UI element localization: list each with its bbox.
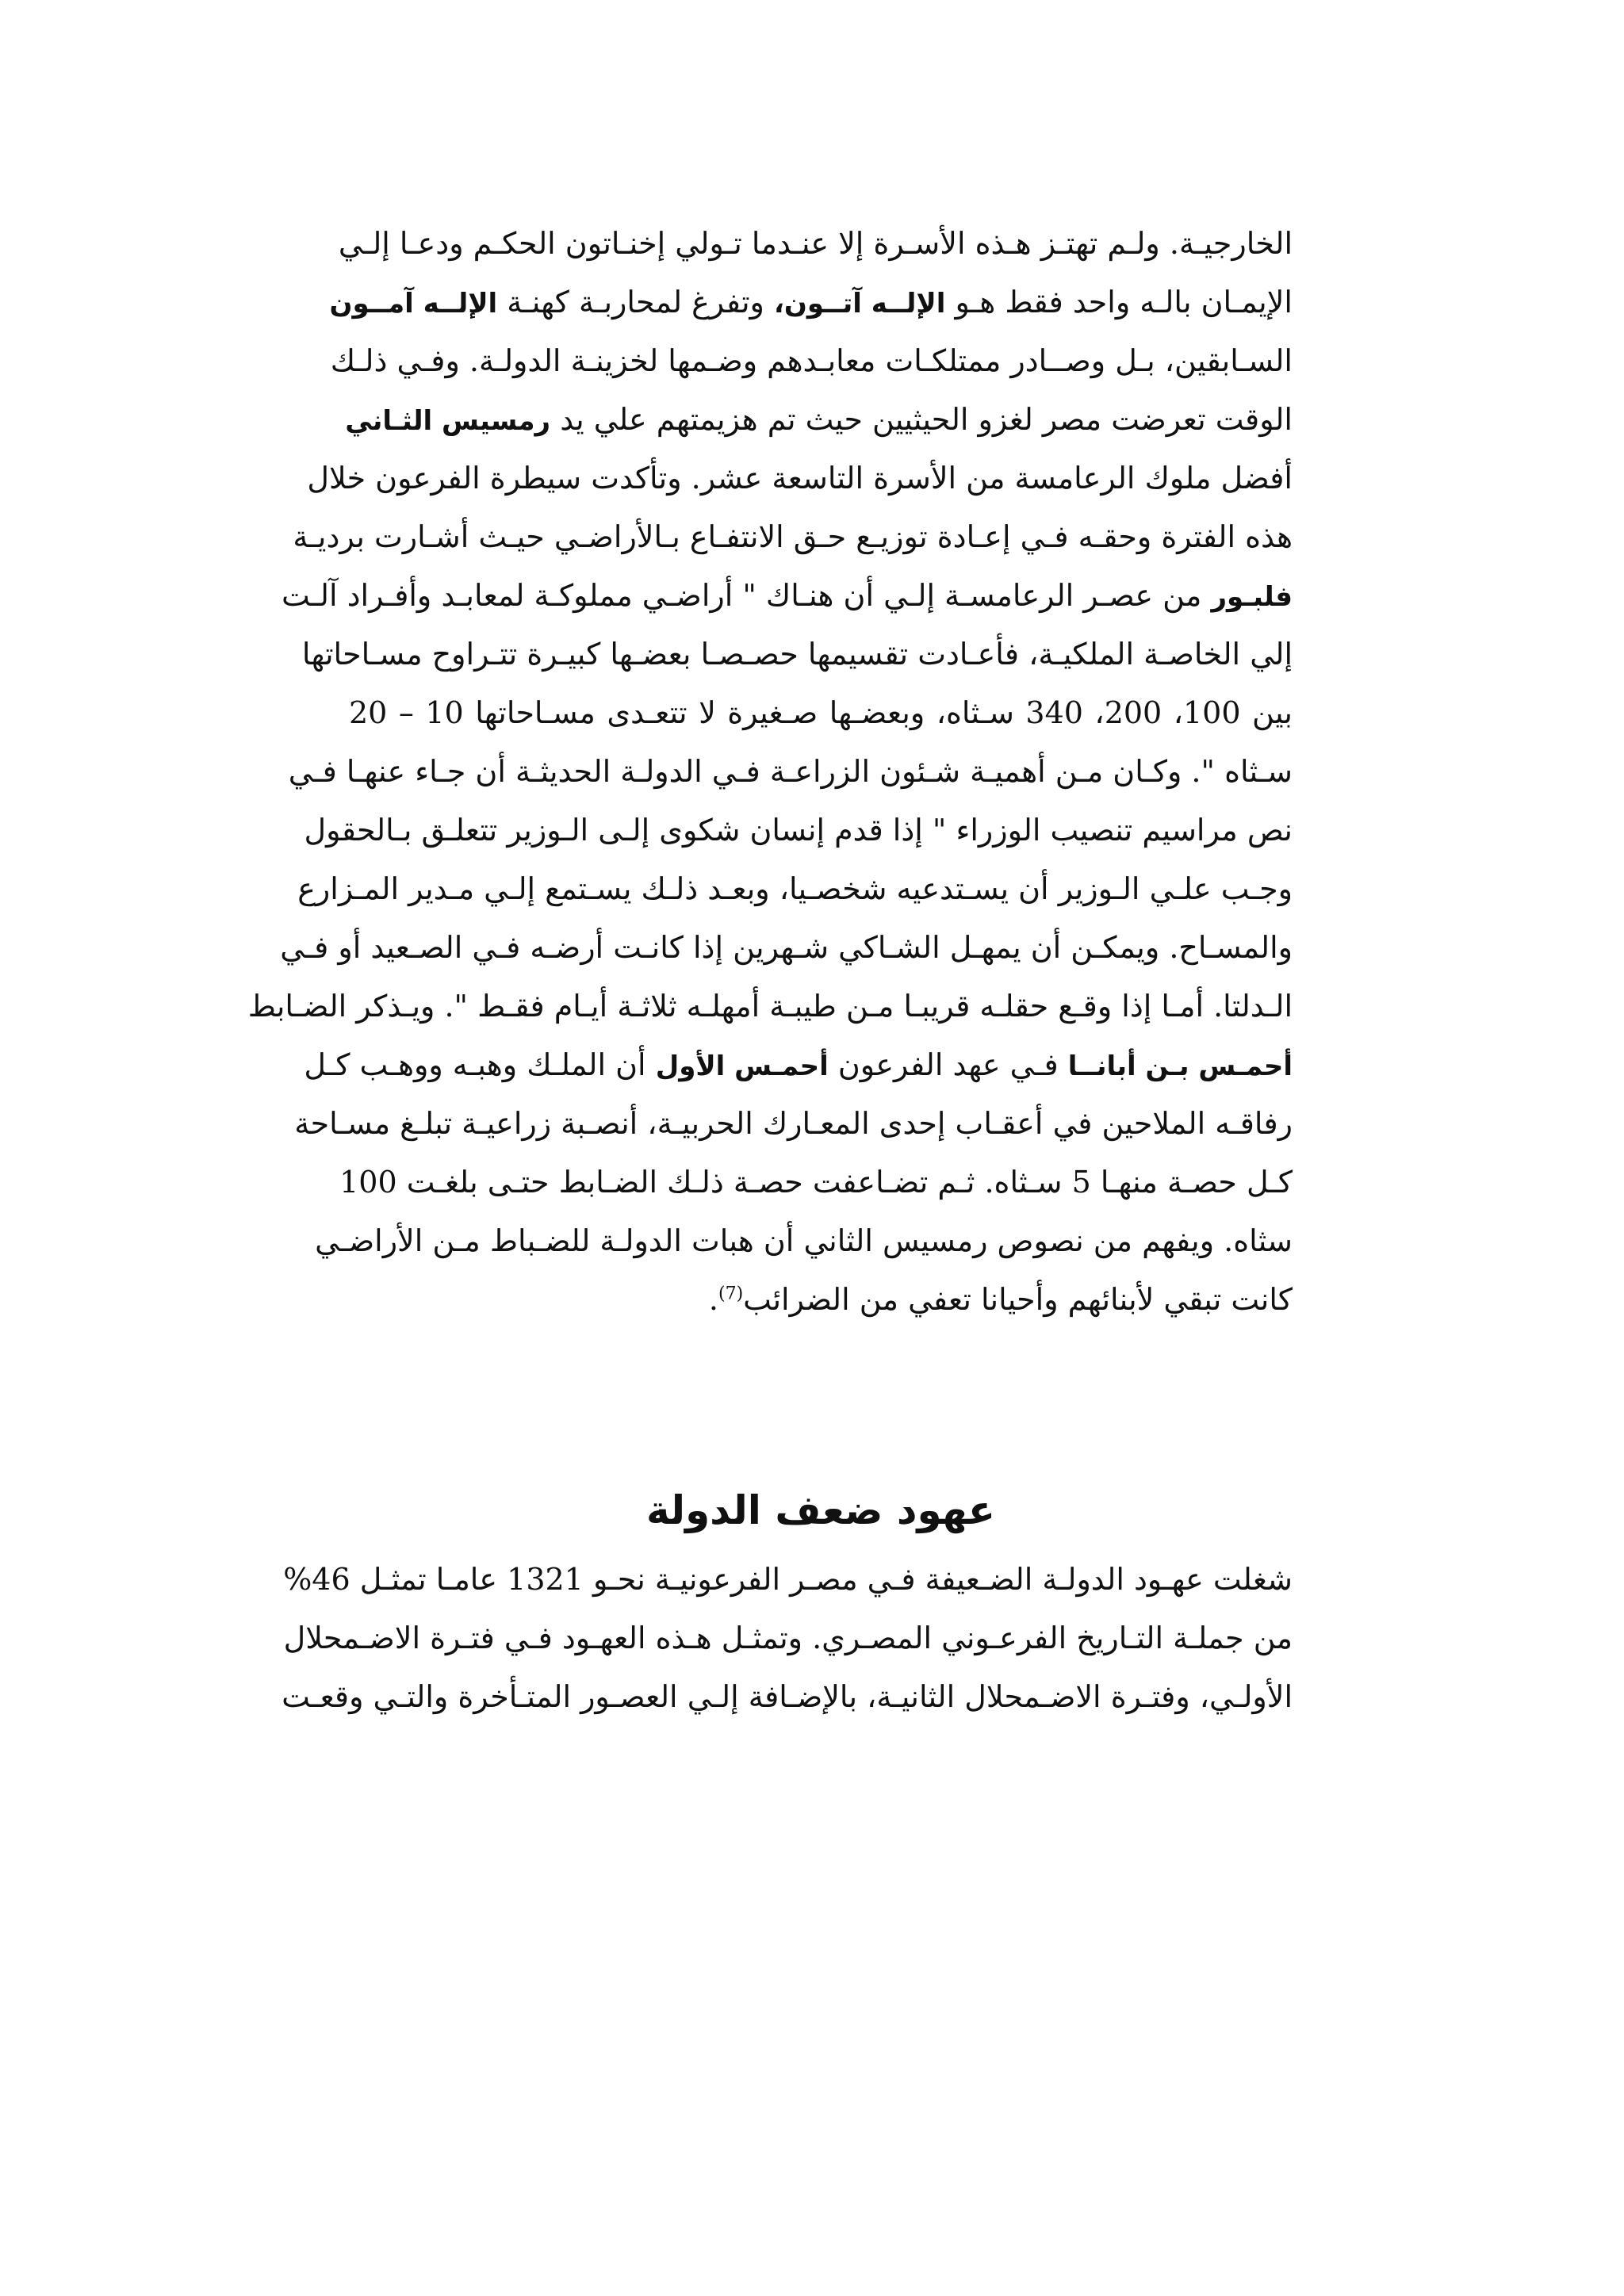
text-line: شغلت عهـود الدولـة الضـعيفة فـي مصـر الفرعونيـة نحـو 1321 عامـا تمثـل 46% — [283, 1562, 1293, 1597]
bold-term: الإلــه آتــون، — [774, 288, 946, 320]
section-heading: عهود ضعف الدولة — [645, 1487, 996, 1533]
body-paragraph — [247, 214, 1293, 1329]
text-run: كانت تبقي لأبنائهم وأحيانا تعفي من الضرائب — [743, 1282, 1293, 1317]
text-run: من عصـر الرعامسـة إلـي أن هنـاك " أراضـي مملوكـة لمعابـد وأفـراد آلـت — [281, 578, 1212, 613]
bold-term: الإلــه آمــون — [329, 288, 498, 320]
text-line: الأولـي، وفتـرة الاضـمحلال الثانيـة، بالإضـافة إلـي العصـور المتـأخرة والتـي وقعـت — [282, 1679, 1293, 1714]
text-line — [345, 390, 1293, 449]
text-line: وجـب علـي الـوزير أن يسـتدعيه شخصـيا، وبعـد ذلـك يسـتمع إلـي مـدير المـزارع — [297, 871, 1293, 906]
text-line — [304, 1035, 1293, 1094]
footnote-ref: (7) — [718, 1284, 744, 1304]
text-line — [349, 1270, 1293, 1329]
text-line: أفضل ملوك الرعامسة من الأسرة التاسعة عشر. وتأكدت سيطرة الفرعون خلال — [307, 461, 1293, 496]
text-line: الخارجيـة. ولـم تهتـز هـذه الأسـرة إلا عنـدما تـولي إخنـاتون الحكـم ودعـا إلـي — [338, 226, 1293, 261]
bold-term: أحمـس الأول — [655, 1050, 829, 1082]
text-line: سـثاه ". وكـان مـن أهميـة شـئون الزراعـة فـي الدولـة الحديثـة أن جـاء عنهـا فـي — [288, 754, 1293, 789]
text-run: فـي عهد الفرعون — [828, 1047, 1068, 1082]
text-run: وتفرغ لمحاربـة كهنـة — [497, 285, 774, 320]
text-line: كـل حصـة منهـا 5 سـثاه. ثـم تضـاعفت حصـة ذلـك الضـابط حتـى بلغـت 100 — [339, 1165, 1293, 1200]
text-line — [281, 566, 1293, 625]
text-line: والمسـاح. ويمكـن أن يمهـل الشـاكي شـهرين إذا كانـت أرضـه فـي الصـعيد أو فـي — [280, 930, 1293, 965]
section-paragraph — [282, 1550, 1293, 1726]
text-run: الإيمـان بالـه واحد فقط هـو — [945, 285, 1293, 320]
text-run: الوقت تعرضت مصر لغزو الحيثيين حيث تم هزيمتهم علي يد — [550, 402, 1293, 437]
bold-term: أحمـس بـن أبانــا — [1067, 1050, 1293, 1082]
text-run: . — [708, 1282, 718, 1317]
text-line: الـدلتا. أمـا إذا وقـع حقلـه قريبـا مـن طيبـة أمهلـه ثلاثـة أيـام فقـط ". ويـذكر الضـابط — [247, 989, 1293, 1024]
text-line: نص مراسيم تنصيب الوزراء " إذا قدم إنسان شكوى إلـى الـوزير تتعلـق بـالحقول — [304, 813, 1293, 848]
text-run: أن الملـك وهبـه ووهـب كـل — [304, 1047, 656, 1082]
text-line: إلي الخاصـة الملكيـة، فأعـادت تقسيمها حصـصـا بعضـها كبيـرة تتـراوح مسـاحاتها — [301, 637, 1293, 672]
text-line: هذه الفترة وحقـه فـي إعـادة توزيـع حـق الانتفـاع بـالأراضـي حيـث أشـارت برديـة — [293, 519, 1293, 554]
text-line: بين 100، 200، 340 سـثاه، وبعضـها صـغيرة لا تتعـدى مسـاحاتها 10 – 20 — [349, 695, 1293, 730]
text-line: سثاه. ويفهم من نصوص رمسيس الثاني أن هبات الدولـة للضـباط مـن الأراضـي — [315, 1223, 1293, 1258]
text-line — [329, 273, 1293, 331]
bold-term: رمسيس الثـاني — [345, 405, 551, 437]
text-line: السـابقين، بـل وصــادر ممتلكـات معابـدهم وضـمها لخزينـة الدولـة. وفـي ذلـك — [330, 343, 1293, 378]
text-line: من جملـة التـاريخ الفرعـوني المصـري. وتمثـل هـذه العهـود فـي فتـرة الاضـمحلال — [283, 1621, 1293, 1655]
bold-term: فلبـور — [1211, 581, 1293, 613]
text-line: رفاقـه الملاحين في أعقـاب إحدى المعـارك الحربيـة، أنصـبة زراعيـة تبلـغ مسـاحة — [294, 1106, 1293, 1141]
